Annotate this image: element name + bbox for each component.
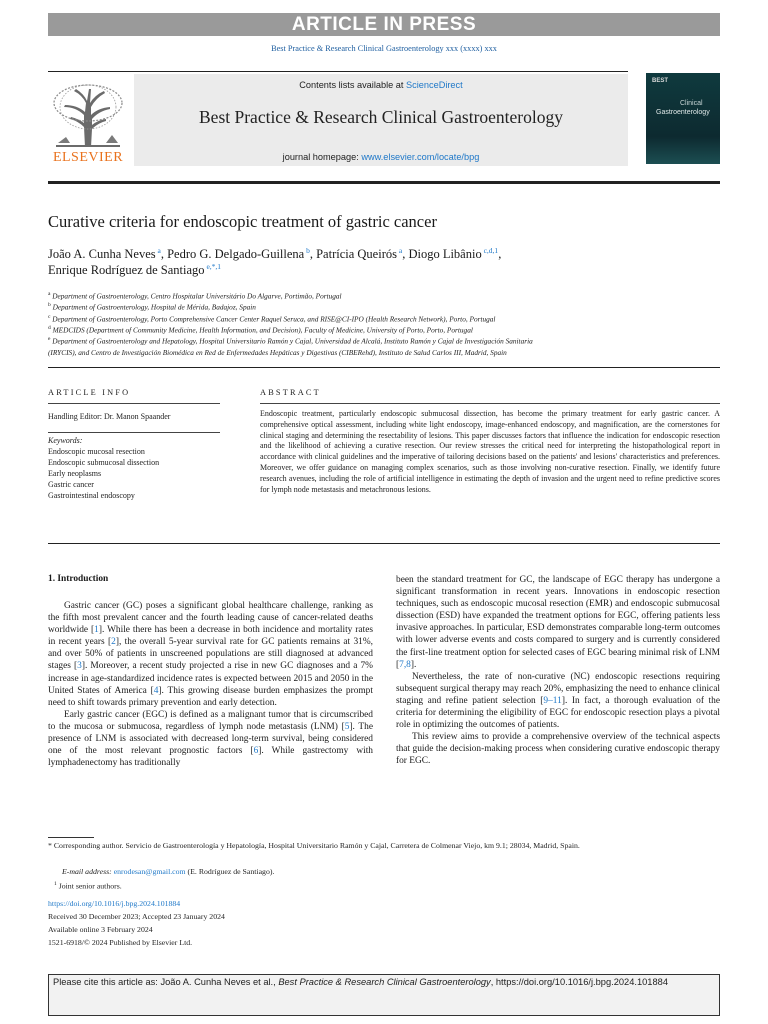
body-paragraph bbox=[48, 600, 373, 709]
journal-homepage-line bbox=[134, 152, 628, 162]
citation-ref[interactable]: 5 bbox=[344, 721, 350, 732]
author-name: João A. Cunha Neves bbox=[48, 247, 156, 262]
info-top-rule bbox=[48, 367, 720, 368]
author-affiliation-sup[interactable]: c,d,1 bbox=[481, 246, 499, 255]
email-note bbox=[62, 866, 734, 877]
joint-authors-sup: 1 bbox=[54, 881, 57, 887]
paragraph-text: ]. The presence of LNM is associated with decreased long-term survival, being considered one of the most relevant prognostic factors [ bbox=[48, 721, 373, 757]
keywords-label: Keywords: bbox=[48, 436, 83, 445]
affiliation-sup: a bbox=[48, 291, 51, 297]
body-paragraph bbox=[48, 709, 373, 769]
cite-doi[interactable]: , https://doi.org/10.1016/j.bpg.2024.101884 bbox=[490, 977, 668, 987]
affiliation-item bbox=[48, 348, 507, 357]
keyword-item: Early neoplasms bbox=[48, 469, 102, 478]
author-affiliation-sup[interactable]: e,*,1 bbox=[204, 262, 222, 271]
cover-line-1: Clinical bbox=[680, 100, 703, 107]
cite-prefix: Please cite this article as: João A. Cunha Neves et al., bbox=[53, 977, 279, 987]
abstract-text: Endoscopic treatment, particularly endoscopic submucosal dissection, has become the primary treatment for early gastric cancer. A comprehensive optical assessment, including white light endoscopy, image-enhanced endoscopy, and magnification, are the cornerstones for clinical staging and determining the resectability of lesions. This paper discusses factors that influence the indication for endoscopic resection and the likelihood of achieving a curative resection. Our review stresses the critical need for interpreting the histopathological report in accordance with clinical guidelines and the imperative of tailoring decisions based on the patients' and lesions' characteristics and preferences. Moreover, we offer guidance on managing complex scenarios, such as those involving non-curative resection. Finally, we identify future research avenues, including the role of artificial intelligence in estimating the depth of invasion and the urgent need to refine predictive scores for lymph node metastasis and metachronous lesions. bbox=[260, 409, 720, 494]
received-accepted: Received 30 December 2023; Accepted 23 January 2024 bbox=[48, 912, 225, 921]
affiliation-text: Department of Gastroenterology and Hepatology, Hospital Universitario Ramón y Cajal, Universidad de Alcalá, Instituto Ramón y Cajal de Investigación Sanitaria bbox=[50, 336, 533, 346]
article-info-heading: ARTICLE INFO bbox=[48, 388, 131, 397]
author-name: , Pedro G. Delgado-Guillena bbox=[160, 247, 305, 262]
available-online: Available online 3 February 2024 bbox=[48, 925, 153, 934]
author-name: Enrique Rodríguez de Santiago bbox=[48, 263, 205, 278]
affiliation-sup: e bbox=[48, 336, 51, 343]
authors-line-2 bbox=[48, 262, 221, 278]
affiliation-text: MEDCIDS (Department of Community Medicine, Health Information, and Decision), Faculty of Medicine, University of Porto, Porto, Portugal bbox=[50, 325, 473, 335]
joint-authors-note bbox=[54, 879, 726, 892]
journal-reference-link[interactable]: Best Practice & Research Clinical Gastroenterology xxx (xxxx) xxx bbox=[271, 44, 497, 53]
body-paragraph bbox=[396, 731, 720, 767]
masthead-top-rule bbox=[48, 71, 628, 72]
abstract-heading-rule bbox=[260, 403, 720, 404]
article-title: Curative criteria for endoscopic treatment of gastric cancer bbox=[48, 212, 437, 231]
masthead-bottom-rule bbox=[48, 181, 720, 184]
paragraph-text: ]. In fact, a thorough evaluation of the criteria for determining the eligibility of EGC for endoscopic resection plays a pivotal role in optimizing the outcomes of patients. bbox=[396, 695, 720, 731]
author-name: , Patrícia Queirós bbox=[309, 247, 397, 262]
keyword-item: Gastrointestinal endoscopy bbox=[48, 491, 135, 500]
affiliation-item bbox=[48, 302, 256, 311]
paragraph-text: ]. Moreover, a recent study projected a rise in new GC diagnoses and a 7% increase in age-standardized incidence rates is expected between 2015 and 2050 in the United States of America [ bbox=[48, 661, 373, 696]
abstract-heading: ABSTRACT bbox=[260, 388, 321, 397]
affiliation-item bbox=[48, 291, 342, 300]
author-name: , Diogo Libânio bbox=[402, 247, 482, 262]
cover-line-2: Gastroenterology bbox=[656, 109, 710, 116]
affiliation-item bbox=[48, 336, 533, 345]
body-paragraph bbox=[396, 574, 720, 671]
citation-ref[interactable]: 4 bbox=[153, 685, 159, 696]
citation-ref[interactable]: 9–11 bbox=[543, 695, 562, 706]
authors-line-1 bbox=[48, 246, 501, 262]
citation-ref[interactable]: 1 bbox=[94, 625, 99, 636]
homepage-prefix: journal homepage: bbox=[282, 152, 362, 162]
affiliation-text: Department of Gastroenterology, Centro Hospitalar Universitário Do Algarve, Portimão, Portugal bbox=[50, 291, 342, 301]
joint-authors-text: Joint senior authors. bbox=[58, 881, 122, 891]
paragraph-text: ], the overall 5-year survival rate for GC patients remains at 31%, and over 50% of patients in unscreened populations are still diagnosed at advanced stages [ bbox=[48, 637, 374, 672]
affiliation-sup: d bbox=[48, 324, 51, 331]
paragraph-text: Nevertheless, the rate of non-curative (NC) endoscopic resections requiring subsequent surgical therapy may reach 20%, emphasizing the need to enhance clinical staging and refine patient selection [ bbox=[396, 671, 720, 706]
article-in-press-banner: ARTICLE IN PRESS bbox=[48, 13, 720, 36]
email-label: E-mail address: bbox=[62, 867, 114, 876]
affiliation-sup: b bbox=[48, 302, 51, 309]
body-column-right bbox=[396, 574, 720, 768]
affiliation-text: Department of Gastroenterology, Hospital de Mérida, Badajoz, Spain bbox=[50, 302, 256, 312]
affiliation-item bbox=[48, 314, 495, 323]
author-affiliation-sup[interactable]: a bbox=[396, 246, 403, 255]
journal-title: Best Practice & Research Clinical Gastroenterology bbox=[199, 107, 563, 127]
keyword-item: Endoscopic submucosal dissection bbox=[48, 458, 160, 467]
footnote-rule bbox=[48, 837, 94, 838]
keyword-item: Endoscopic mucosal resection bbox=[48, 447, 145, 456]
paragraph-text: Gastric cancer (GC) poses a significant global healthcare challenge, ranking as the fifth most prevalent cancer and the fourth leading cause of cancer-related deaths worldwide [ bbox=[48, 601, 373, 636]
email-link[interactable]: enrodesan@gmail.com bbox=[113, 867, 186, 876]
citation-text bbox=[53, 977, 713, 987]
paragraph-text: ]. While gastrectomy with lymphadenectomy has traditionally bbox=[48, 746, 373, 769]
elsevier-wordmark: ELSEVIER bbox=[52, 150, 124, 165]
copyright-line: 1521-6918/© 2024 Published by Elsevier Ltd. bbox=[48, 938, 193, 947]
affiliation-sup: c bbox=[48, 313, 51, 320]
doi-link-text[interactable]: https://doi.org/10.1016/j.bpg.2024.101884 bbox=[48, 899, 181, 908]
corresponding-author-note: * Corresponding author. Servicio de Gastroenterología y Hepatología, Hospital Universitario Ramón y Cajal, Carretera de Colmenar Viejo, km 9.1; 28034, Madrid, Spain. bbox=[48, 841, 580, 850]
abstract-bottom-rule bbox=[48, 543, 720, 544]
contents-available-line bbox=[134, 80, 628, 90]
introduction-heading: 1. Introduction bbox=[48, 574, 109, 584]
citation-ref[interactable]: 3 bbox=[77, 661, 82, 672]
author-name: , bbox=[498, 247, 502, 262]
info-heading-rule bbox=[48, 403, 220, 404]
doi-link[interactable] bbox=[48, 898, 720, 909]
paragraph-text: Early gastric cancer (EGC) is defined as a malignant tumor that is circumscribed to the mucosa or submucosa, regardless of lymph node metastasis (LNM) [ bbox=[48, 709, 373, 732]
citation-ref[interactable]: 2 bbox=[111, 637, 116, 648]
journal-cover-image[interactable] bbox=[646, 73, 720, 164]
author-affiliation-sup[interactable]: b bbox=[304, 246, 310, 255]
affiliation-text: (IRYCIS), and Centro de Investigación Biomédica en Red de Enfermedades Hepáticas y Digestivas (CIBERehd), Instituto de Salud Carlos III, Madrid, Spain bbox=[48, 347, 507, 357]
contents-prefix: Contents lists available at bbox=[299, 80, 407, 90]
handling-editor: Handling Editor: Dr. Manon Spaander bbox=[48, 412, 171, 421]
affiliation-item bbox=[48, 325, 473, 334]
citation-ref[interactable]: 6 bbox=[253, 746, 259, 757]
email-suffix: (E. Rodríguez de Santiago). bbox=[185, 867, 275, 876]
body-paragraph bbox=[396, 671, 720, 731]
paragraph-text: This review aims to provide a comprehensive overview of the technical aspects that guide the decision-making process when considering curative endoscopic therapy for EGC. bbox=[396, 732, 720, 767]
citation-ref[interactable]: 7,8 bbox=[399, 659, 411, 670]
author-affiliation-sup[interactable]: a bbox=[155, 246, 161, 255]
cite-journal: Best Practice & Research Clinical Gastroenterology bbox=[278, 977, 491, 987]
cover-word: BEST bbox=[652, 78, 669, 84]
affiliation-text: Department of Gastroenterology, Porto Comprehensive Cancer Center Raquel Seruca, and RISE@CI-IPO (Health Research Network), Porto, Portugal bbox=[50, 314, 496, 324]
body-column-left bbox=[48, 600, 373, 769]
journal-homepage-link[interactable]: www.elsevier.com/locate/bpg bbox=[361, 152, 480, 162]
paragraph-text: ]. While there has been a decrease in both incidence and mortality rates in recent years [ bbox=[48, 625, 373, 648]
paragraph-text: been the standard treatment for GC, the landscape of EGC therapy has undergone a significant transformation in recent years. Innovations in endoscopic resection techniques, such as endoscopic mucosal resection (EMR) and endoscopic submucosal dissection (ESD) have expanded the treatment options for EGC, offering patients less invasive approaches. In particular, ESD demonstrates comparable long-term outcomes with lower adverse events and costs compared to surgery and is currently considered the first-line treatment option for selected cases of EGC bearing minimal risk of LNM [ bbox=[396, 575, 720, 670]
paragraph-text: ]. This growing disease burden emphasizes the prompt need to shift towards primary prevention and early detection. bbox=[48, 685, 373, 708]
keywords-rule bbox=[48, 432, 220, 433]
keyword-item: Gastric cancer bbox=[48, 480, 94, 489]
paragraph-text: ]. bbox=[410, 659, 417, 670]
sciencedirect-link[interactable]: ScienceDirect bbox=[406, 80, 463, 90]
